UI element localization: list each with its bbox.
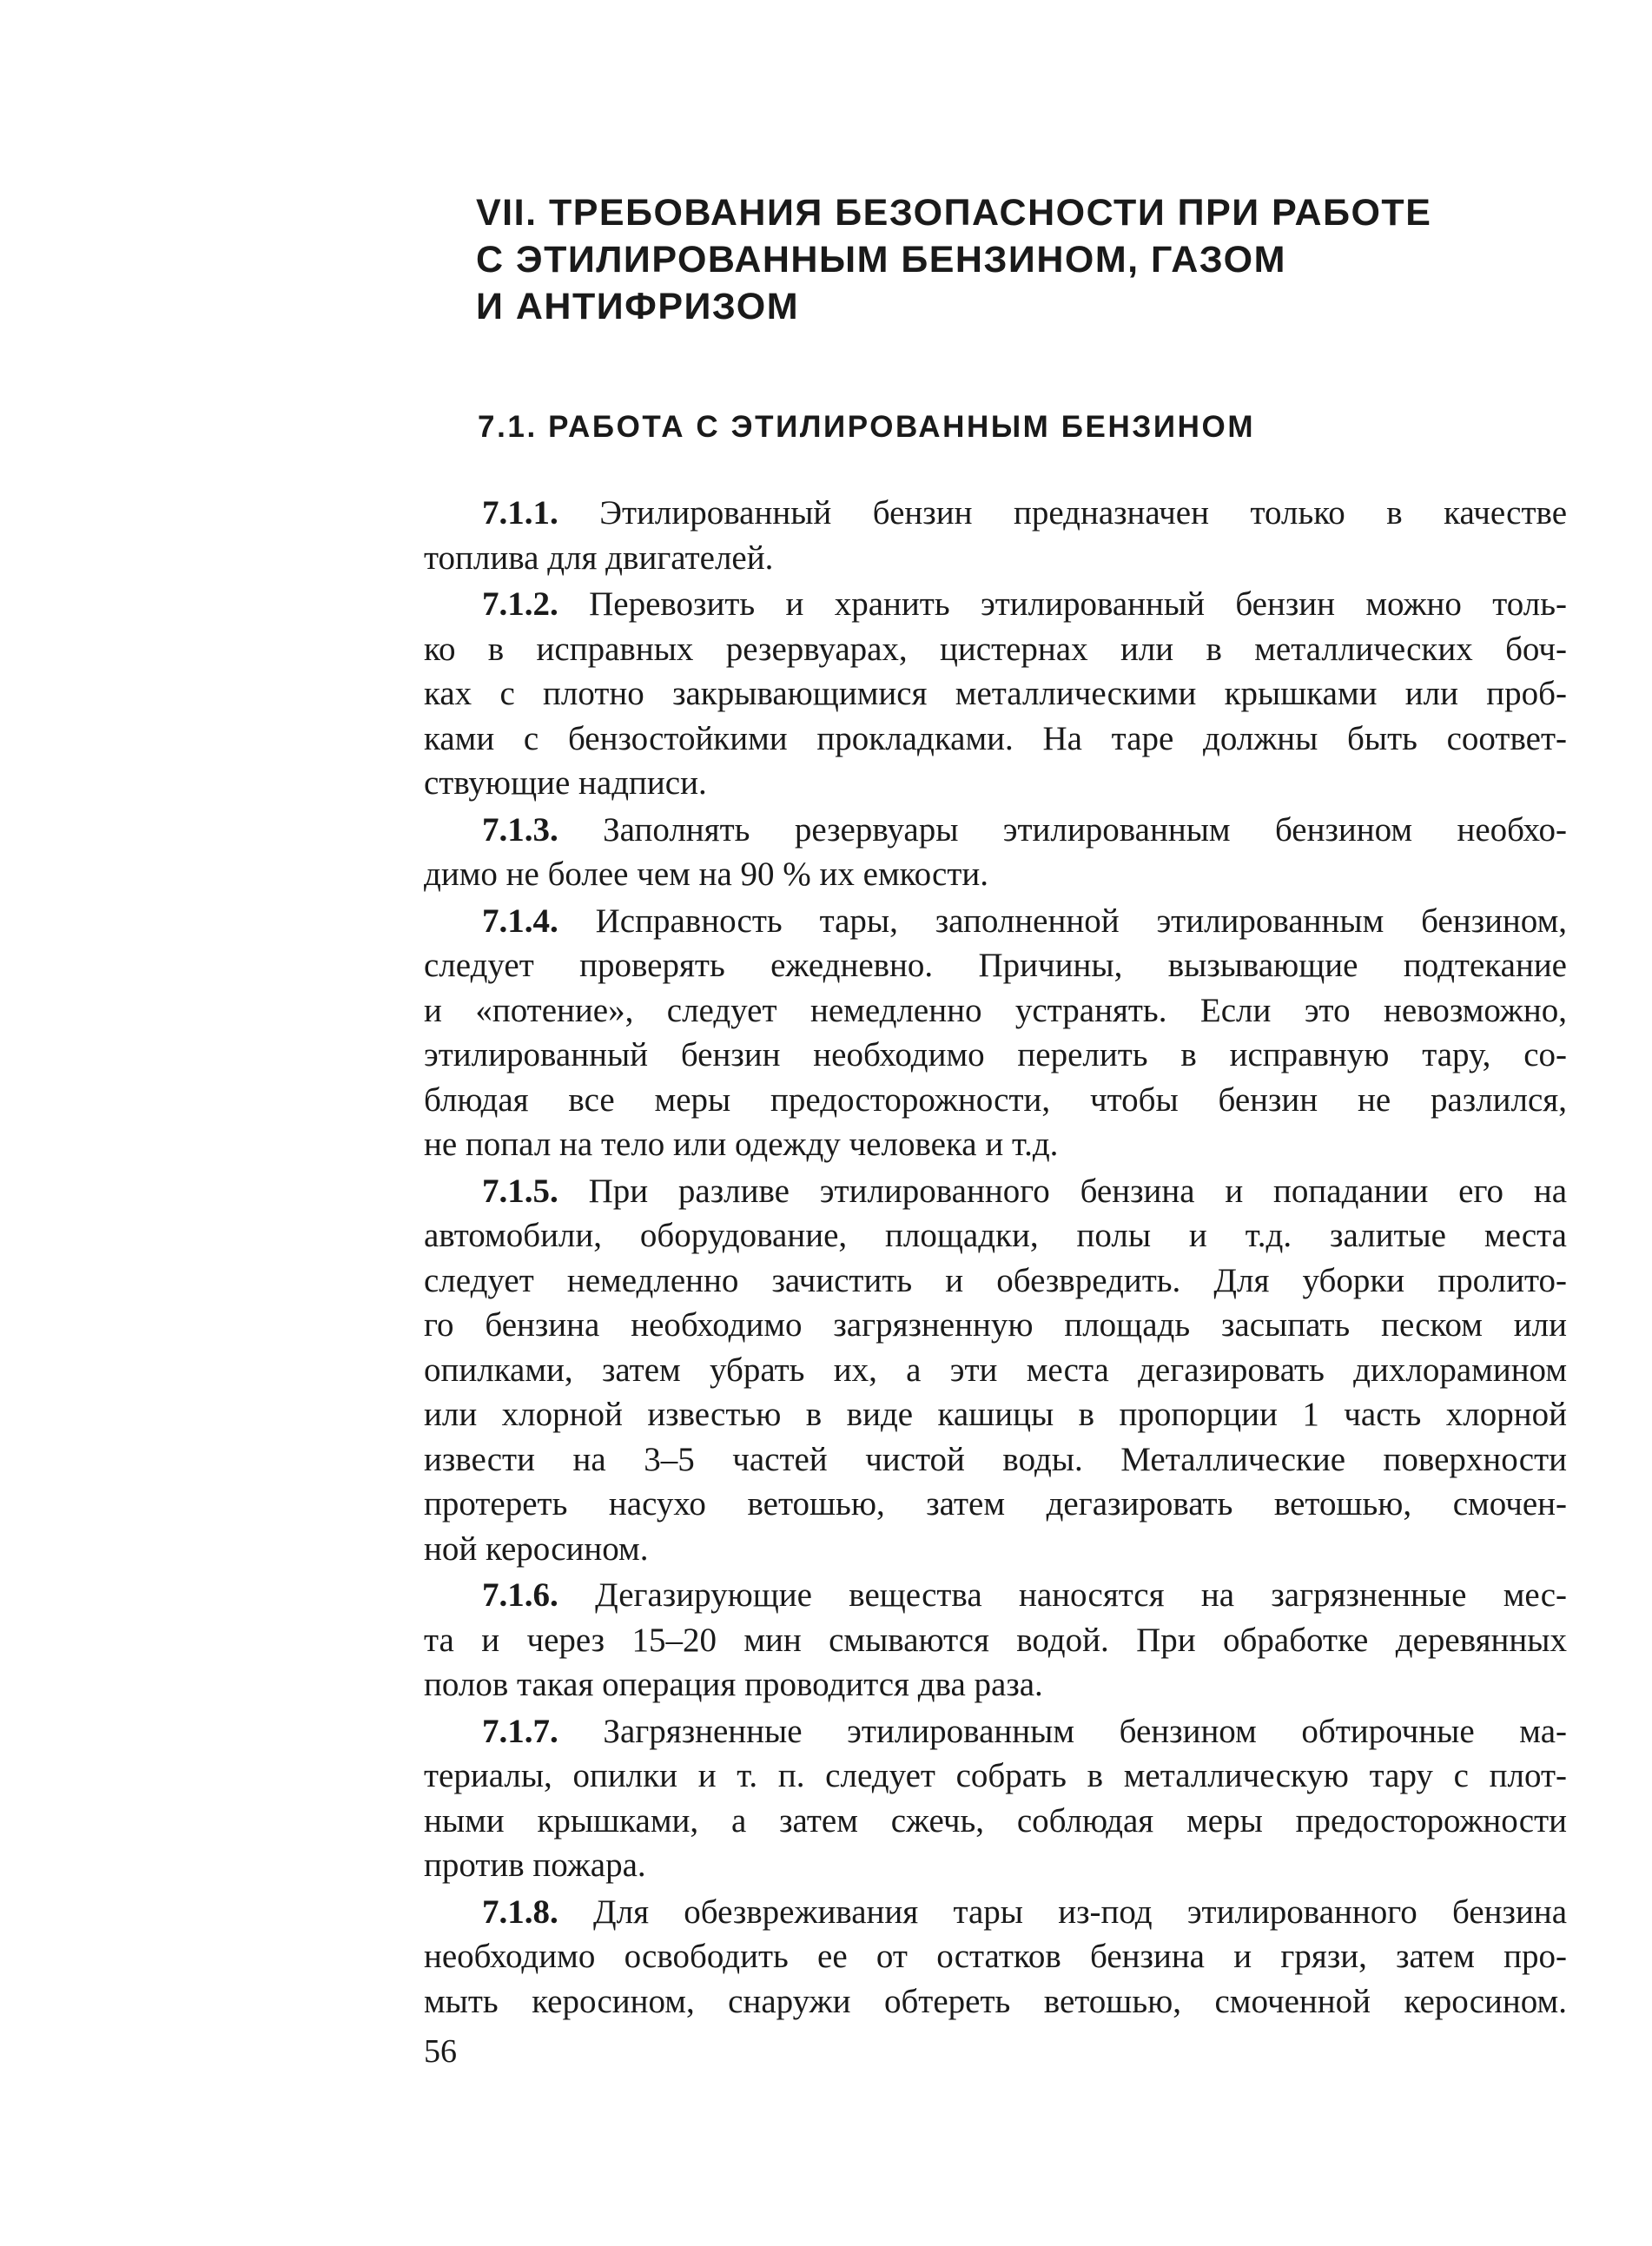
paragraph-text: Исправность тары, заполненной этилированным бензином, <box>595 902 1567 940</box>
paragraph-line: протереть насухо ветошью, затем дегазировать ветошью, смочен- <box>424 1485 1567 1523</box>
paragraph-line <box>424 491 1567 536</box>
paragraph-text: Заполнять резервуары этилированным бензином необхо- <box>603 810 1567 849</box>
paragraph-line: опилками, затем убрать их, а эти места дегазировать дихлорамином <box>424 1351 1567 1389</box>
paragraph-line: необходимо освободить ее от остатков бензина и грязи, затем про- <box>424 1938 1567 1975</box>
paragraph-line: автомобили, оборудование, площадки, полы и т.д. залитые места <box>424 1217 1567 1254</box>
chapter-title <box>476 189 1553 330</box>
paragraph-line: следует проверять ежедневно. Причины, вызывающие подтекание <box>424 947 1567 984</box>
section-title: 7.1. РАБОТА С ЭТИЛИРОВАННЫМ БЕНЗИНОМ <box>478 410 1256 444</box>
paragraph <box>424 582 1567 806</box>
paragraph-line: ках с плотно закрывающимися металлическими крышками или проб- <box>424 675 1567 712</box>
paragraph <box>424 1169 1567 1572</box>
paragraph-line: мыть керосином, снаружи обтереть ветошью, смоченной керосином. <box>424 1982 1567 2020</box>
paragraph-line: извести на 3–5 частей чистой воды. Металлические поверхности <box>424 1440 1567 1478</box>
paragraph-number: 7.1.4. <box>482 902 558 940</box>
paragraph-line: териалы, опилки и т. п. следует собрать в металлическую тару с плот- <box>424 1757 1567 1794</box>
paragraph-line <box>424 808 1567 853</box>
paragraph-text: При разливе этилированного бензина и попадании его на <box>588 1172 1568 1210</box>
paragraph-line: димо не более чем на 90 % их емкости. <box>424 855 989 893</box>
paragraph-number: 7.1.7. <box>482 1712 558 1750</box>
paragraph-number: 7.1.8. <box>482 1893 558 1931</box>
paragraph <box>424 1890 1567 2025</box>
paragraph-line <box>424 582 1567 627</box>
paragraph-line: та и через 15–20 мин смываются водой. При обработке деревянных <box>424 1621 1567 1659</box>
paragraph-line: ко в исправных резервуарах, цистернах или в металлических боч- <box>424 630 1567 668</box>
paragraph-line: ными крышками, а затем сжечь, соблюдая меры предосторожности <box>424 1801 1567 1840</box>
chapter-title-line: И АНТИФРИЗОМ <box>476 286 800 327</box>
paragraph-line <box>424 1169 1567 1214</box>
paragraph-number: 7.1.1. <box>482 494 558 532</box>
paragraph-text: Для обезвреживания тары из-под этилированного бензина <box>593 1893 1567 1931</box>
paragraph <box>424 491 1567 580</box>
paragraph <box>424 808 1567 897</box>
body-text <box>424 491 1567 2025</box>
paragraph <box>424 1709 1567 1888</box>
paragraph-line: этилированный бензин необходимо перелить в исправную тару, со- <box>424 1036 1567 1073</box>
paragraph-line: не попал на тело или одежду человека и т.д. <box>424 1126 1059 1163</box>
paragraph-number: 7.1.6. <box>482 1576 558 1614</box>
paragraph-line <box>424 899 1567 944</box>
chapter-title-line: VII. ТРЕБОВАНИЯ БЕЗОПАСНОСТИ ПРИ РАБОТЕ <box>476 192 1432 234</box>
paragraph-text: Перевозить и хранить этилированный бензин можно толь- <box>589 585 1567 623</box>
paragraph <box>424 899 1567 1167</box>
paragraph-line: топлива для двигателей. <box>424 538 774 577</box>
paragraph-text: Этилированный бензин предназначен только в качестве <box>599 494 1568 532</box>
paragraph-number: 7.1.3. <box>482 810 558 849</box>
paragraph-line: следует немедленно зачистить и обезвредить. Для уборки пролито- <box>424 1261 1567 1299</box>
paragraph-line <box>424 1573 1567 1618</box>
paragraph-text: Дегазирующие вещества наносятся на загрязненные мес- <box>595 1576 1568 1614</box>
paragraph-line: и «потение», следует немедленно устранять. Если это невозможно, <box>424 991 1567 1029</box>
paragraph-line: или хлорной известью в виде кашицы в пропорции 1 часть хлорной <box>424 1396 1567 1433</box>
paragraph-number: 7.1.5. <box>482 1172 558 1210</box>
paragraph-line: блюдая все меры предосторожности, чтобы бензин не разлился, <box>424 1080 1567 1119</box>
paragraph-line: ной керосином. <box>424 1529 649 1568</box>
paragraph-line: го бензина необходимо загрязненную площадь засыпать песком или <box>424 1306 1567 1344</box>
paragraph-line: ками с бензостойкими прокладками. На таре должны быть соответ- <box>424 719 1567 757</box>
paragraph-line <box>424 1890 1567 1935</box>
chapter-title-line: С ЭТИЛИРОВАННЫМ БЕНЗИНОМ, ГАЗОМ <box>476 239 1286 281</box>
paragraph <box>424 1573 1567 1708</box>
paragraph-line: против пожара. <box>424 1846 646 1884</box>
paragraph-line: полов такая операция проводится два раза. <box>424 1666 1043 1703</box>
page-number: 56 <box>424 2033 457 2070</box>
paragraph-line: ствующие надписи. <box>424 764 707 802</box>
paragraph-number: 7.1.2. <box>482 585 558 623</box>
paragraph-line <box>424 1709 1567 1754</box>
paragraph-text: Загрязненные этилированным бензином обтирочные ма- <box>603 1712 1568 1750</box>
